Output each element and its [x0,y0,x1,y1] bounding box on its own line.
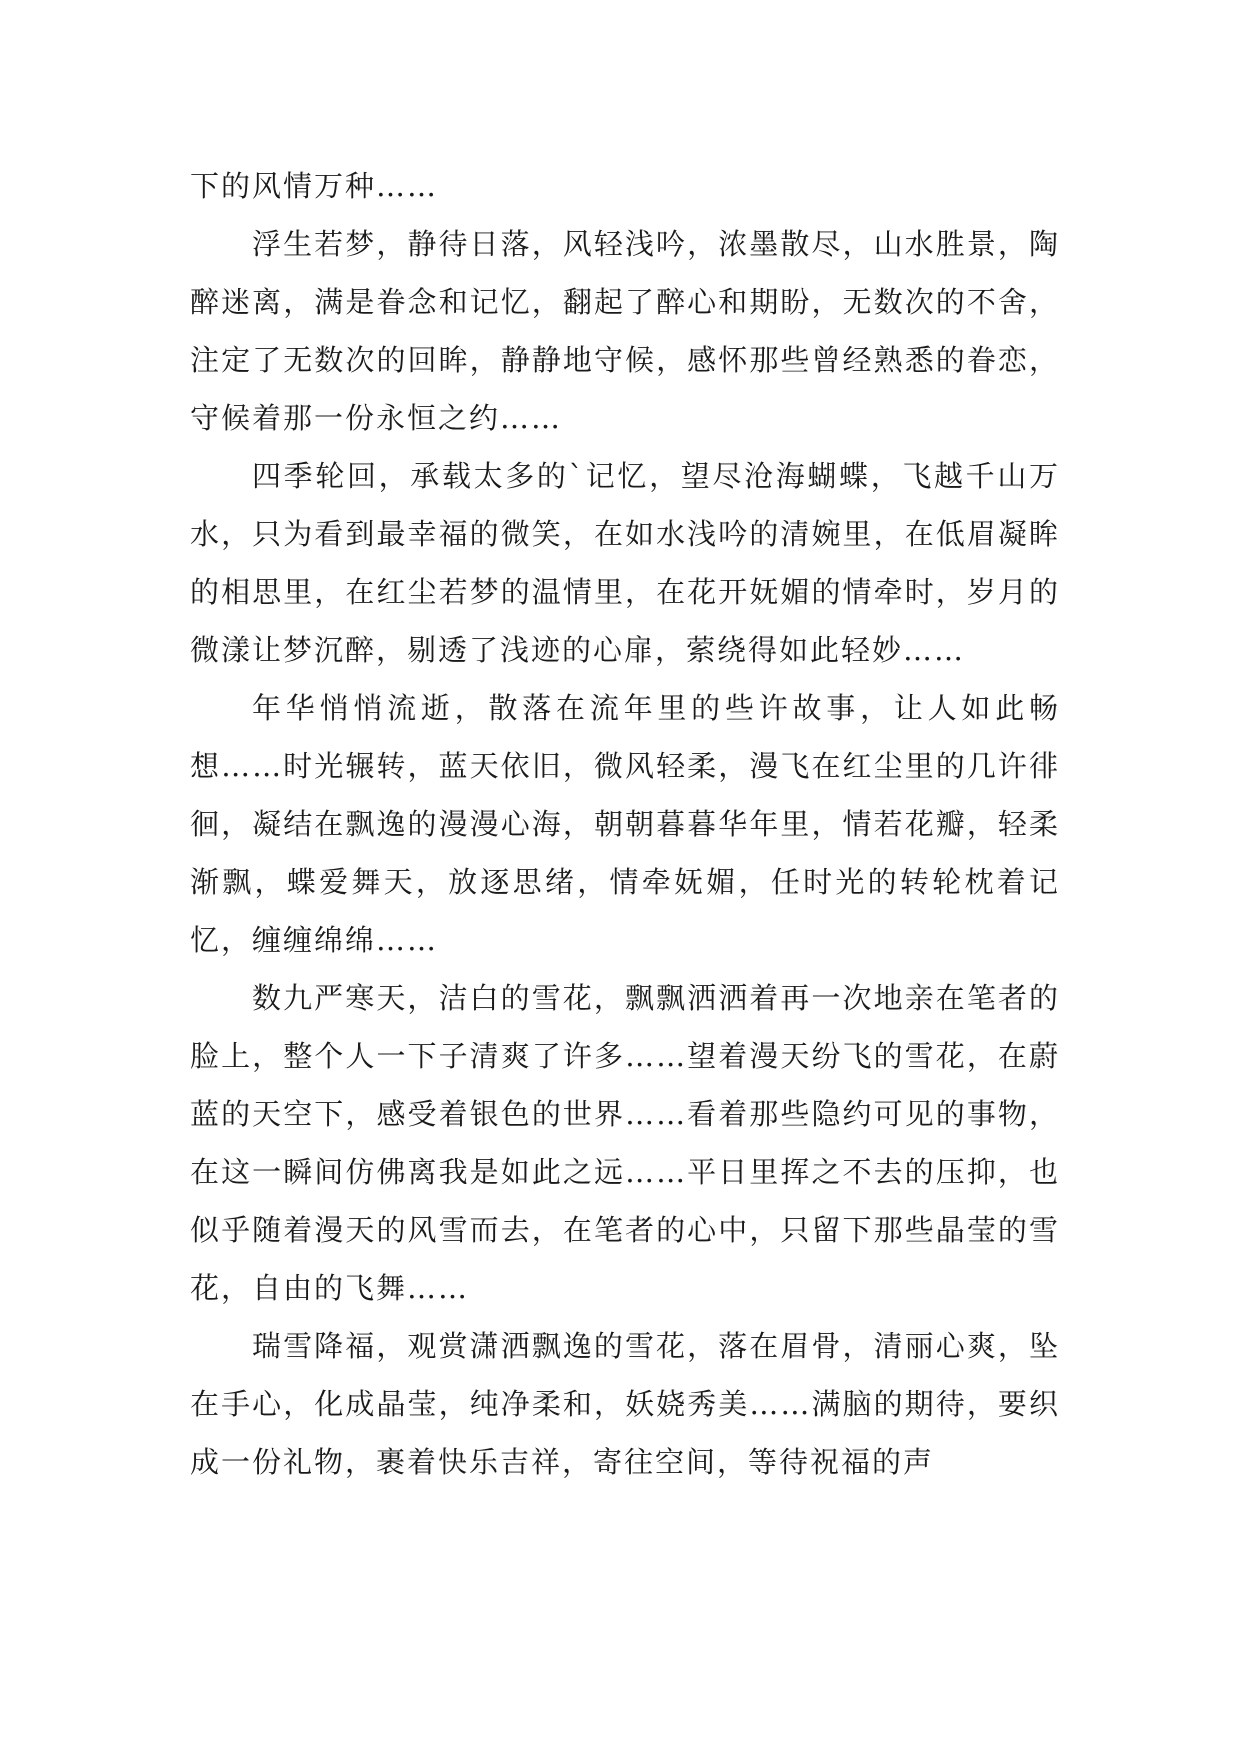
paragraph-4: 年华悄悄流逝，散落在流年里的些许故事，让人如此畅想……时光辗转，蓝天依旧，微风轻柔，漫飞在红尘里的几许徘徊，凝结在飘逸的漫漫心海，朝朝暮暮华年里，情若花瓣，轻柔渐飘，蝶爱舞天，放逐思绪，情牵妩媚，任时光的转轮枕着记忆，缠缠绵绵…… [190,691,1060,957]
paragraph-2: 浮生若梦，静待日落，风轻浅吟，浓墨散尽，山水胜景，陶醉迷离，满是眷念和记忆，翻起了醉心和期盼，无数次的不舍，注定了无数次的回眸，静静地守候，感怀那些曾经熟悉的眷恋，守候着那一份永恒之约…… [190,227,1060,435]
paragraph-1: 下的风情万种…… [190,169,439,203]
body-text [190,157,1060,1491]
paragraph-3: 四季轮回，承载太多的`记忆，望尽沧海蝴蝶，飞越千山万水，只为看到最幸福的微笑，在如水浅吟的清婉里，在低眉凝眸的相思里，在红尘若梦的温情里，在花开妩媚的情牵时，岁月的微漾让梦沉醉，剔透了浅迹的心扉，萦绕得如此轻妙…… [190,459,1060,667]
paragraph-6: 瑞雪降福，观赏潇洒飘逸的雪花，落在眉骨，清丽心爽，坠在手心，化成晶莹，纯净柔和，妖娆秀美……满脑的期待，要织成一份礼物，裹着快乐吉祥，寄往空间，等待祝福的声 [190,1329,1060,1479]
paragraph-5: 数九严寒天，洁白的雪花，飘飘洒洒着再一次地亲在笔者的脸上，整个人一下子清爽了许多……望着漫天纷飞的雪花，在蔚蓝的天空下，感受着银色的世界……看着那些隐约可见的事物，在这一瞬间仿佛离我是如此之远……平日里挥之不去的压抑，也似乎随着漫天的风雪而去，在笔者的心中，只留下那些晶莹的雪花，自由的飞舞…… [190,981,1060,1305]
